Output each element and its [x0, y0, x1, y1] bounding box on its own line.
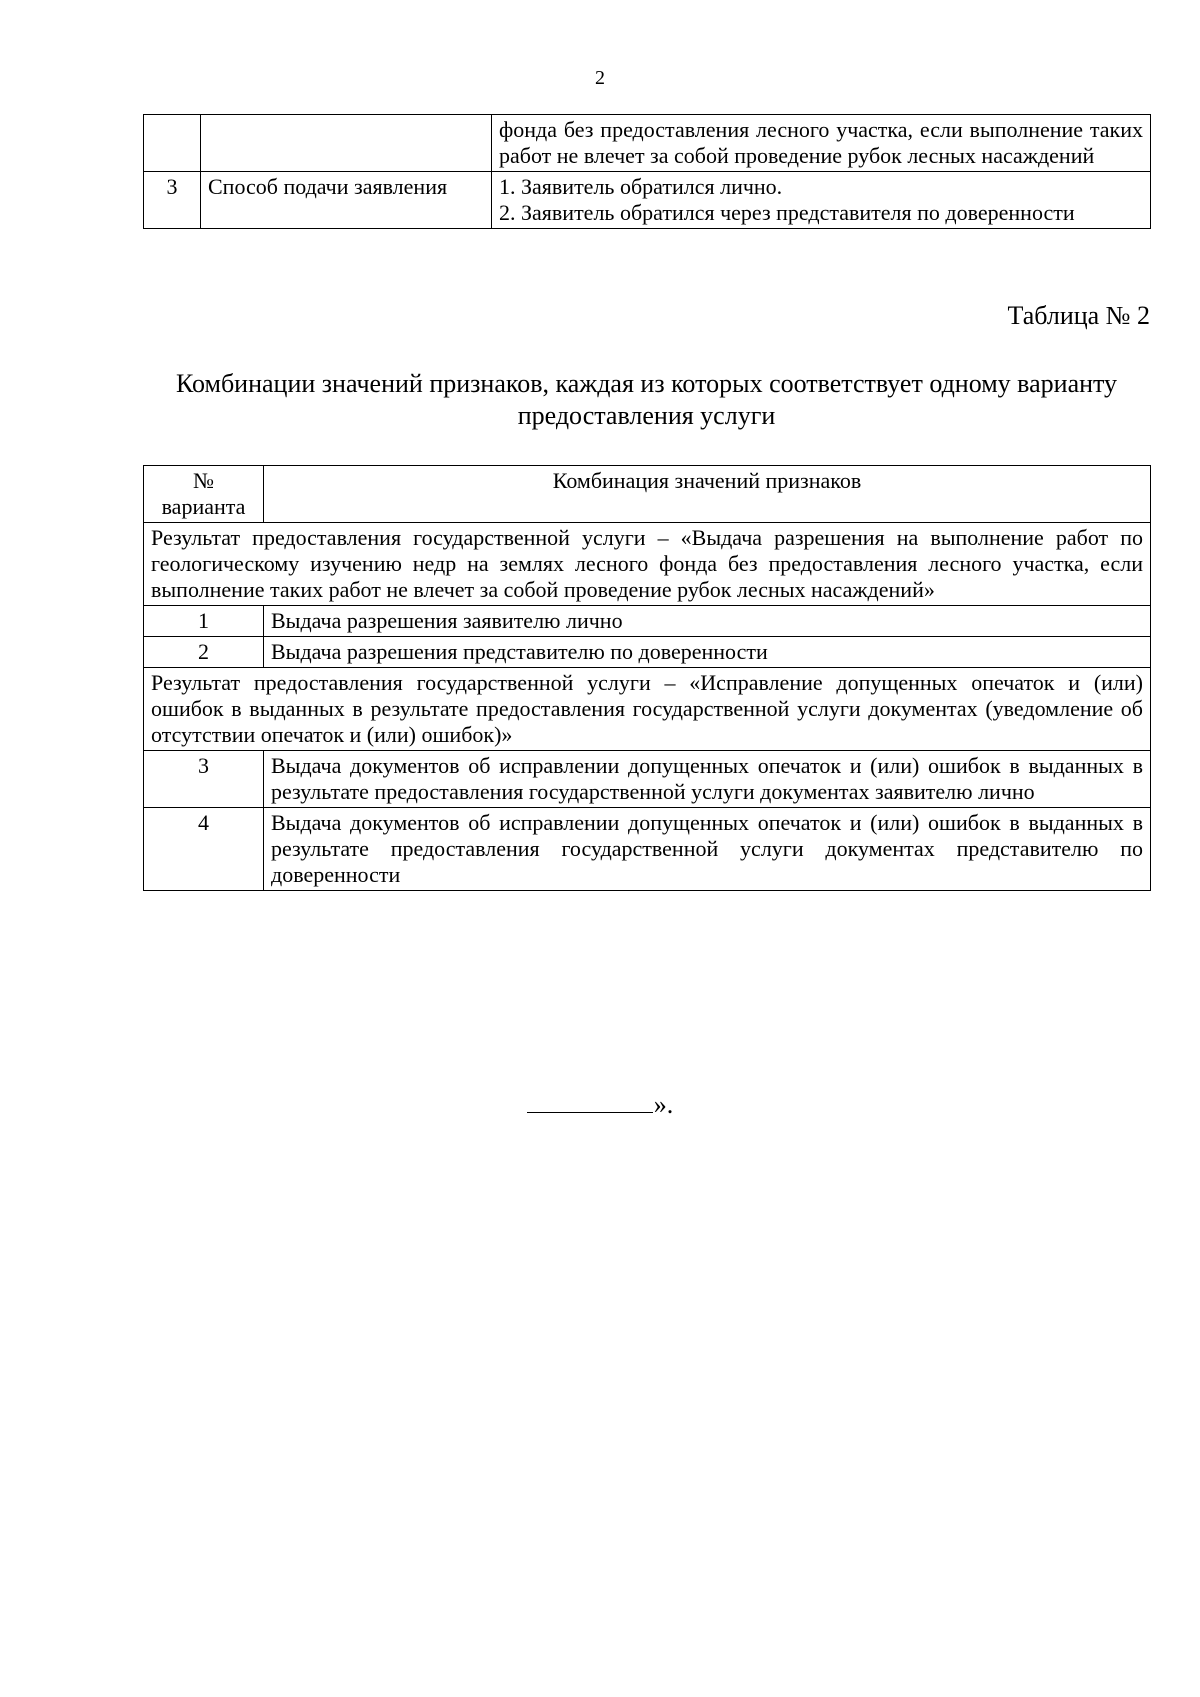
variant-number: 2: [144, 637, 264, 668]
closing-quote: ».: [653, 1090, 674, 1119]
row-number-cell: 3: [144, 172, 201, 229]
table-row: [144, 172, 1151, 229]
variant-description: Выдача разрешения заявителю лично: [264, 606, 1151, 637]
variant-number: 1: [144, 606, 264, 637]
blank-underline: [527, 1086, 653, 1113]
variant-number: 4: [144, 808, 264, 891]
group-row: [144, 523, 1151, 606]
variant-description: Выдача разрешения представителю по доверенности: [264, 637, 1151, 668]
attribute-value-cell: фонда без предоставления лесного участка, если выполнение таких работ не влечет за собой проведение рубок лесных насаждений: [492, 115, 1151, 172]
variant-number: 3: [144, 751, 264, 808]
attributes-table-continuation: [143, 114, 1151, 229]
table-label: Таблица № 2: [1007, 301, 1150, 330]
variant-description: Выдача документов об исправлении допущенных опечаток и (или) ошибок в выданных в результате предоставления государственной услуги документах представителю по доверенности: [264, 808, 1151, 891]
group-heading: Результат предоставления государственной услуги – «Выдача разрешения на выполнение работ по геологическому изучению недр на землях лесного фонда без предоставления лесного участка, если выполнение таких работ не влечет за собой проведение рубок лесных насаждений»: [144, 523, 1151, 606]
closing-line: [0, 1086, 1200, 1121]
attribute-name-cell: Способ подачи заявления: [201, 172, 492, 229]
table-title: Комбинации значений признаков, каждая из которых соответствует одному варианту предоставления услуги: [175, 369, 1118, 430]
attribute-name-cell: [201, 115, 492, 172]
table-header-row: [144, 466, 1151, 523]
table-row: [144, 751, 1151, 808]
header-combination: Комбинация значений признаков: [264, 466, 1151, 523]
row-number-cell: [144, 115, 201, 172]
table-row: [144, 606, 1151, 637]
attribute-value-cell: [492, 172, 1151, 229]
value-line: 1. Заявитель обратился лично.: [499, 174, 783, 199]
value-line: 2. Заявитель обратился через представителя по доверенности: [499, 200, 1075, 225]
table-row: [144, 637, 1151, 668]
group-row: [144, 668, 1151, 751]
header-variant-number: № варианта: [144, 466, 264, 523]
group-heading: Результат предоставления государственной услуги – «Исправление допущенных опечаток и (или) ошибок в выданных в результате предоставления государственной услуги документах (уведомление об отсутствии опечаток и (или) ошибок)»: [144, 668, 1151, 751]
page-number: 2: [595, 67, 605, 89]
table-row: [144, 115, 1151, 172]
variants-table: [143, 465, 1151, 891]
table-row: [144, 808, 1151, 891]
variant-description: Выдача документов об исправлении допущенных опечаток и (или) ошибок в выданных в результате предоставления государственной услуги документах заявителю лично: [264, 751, 1151, 808]
